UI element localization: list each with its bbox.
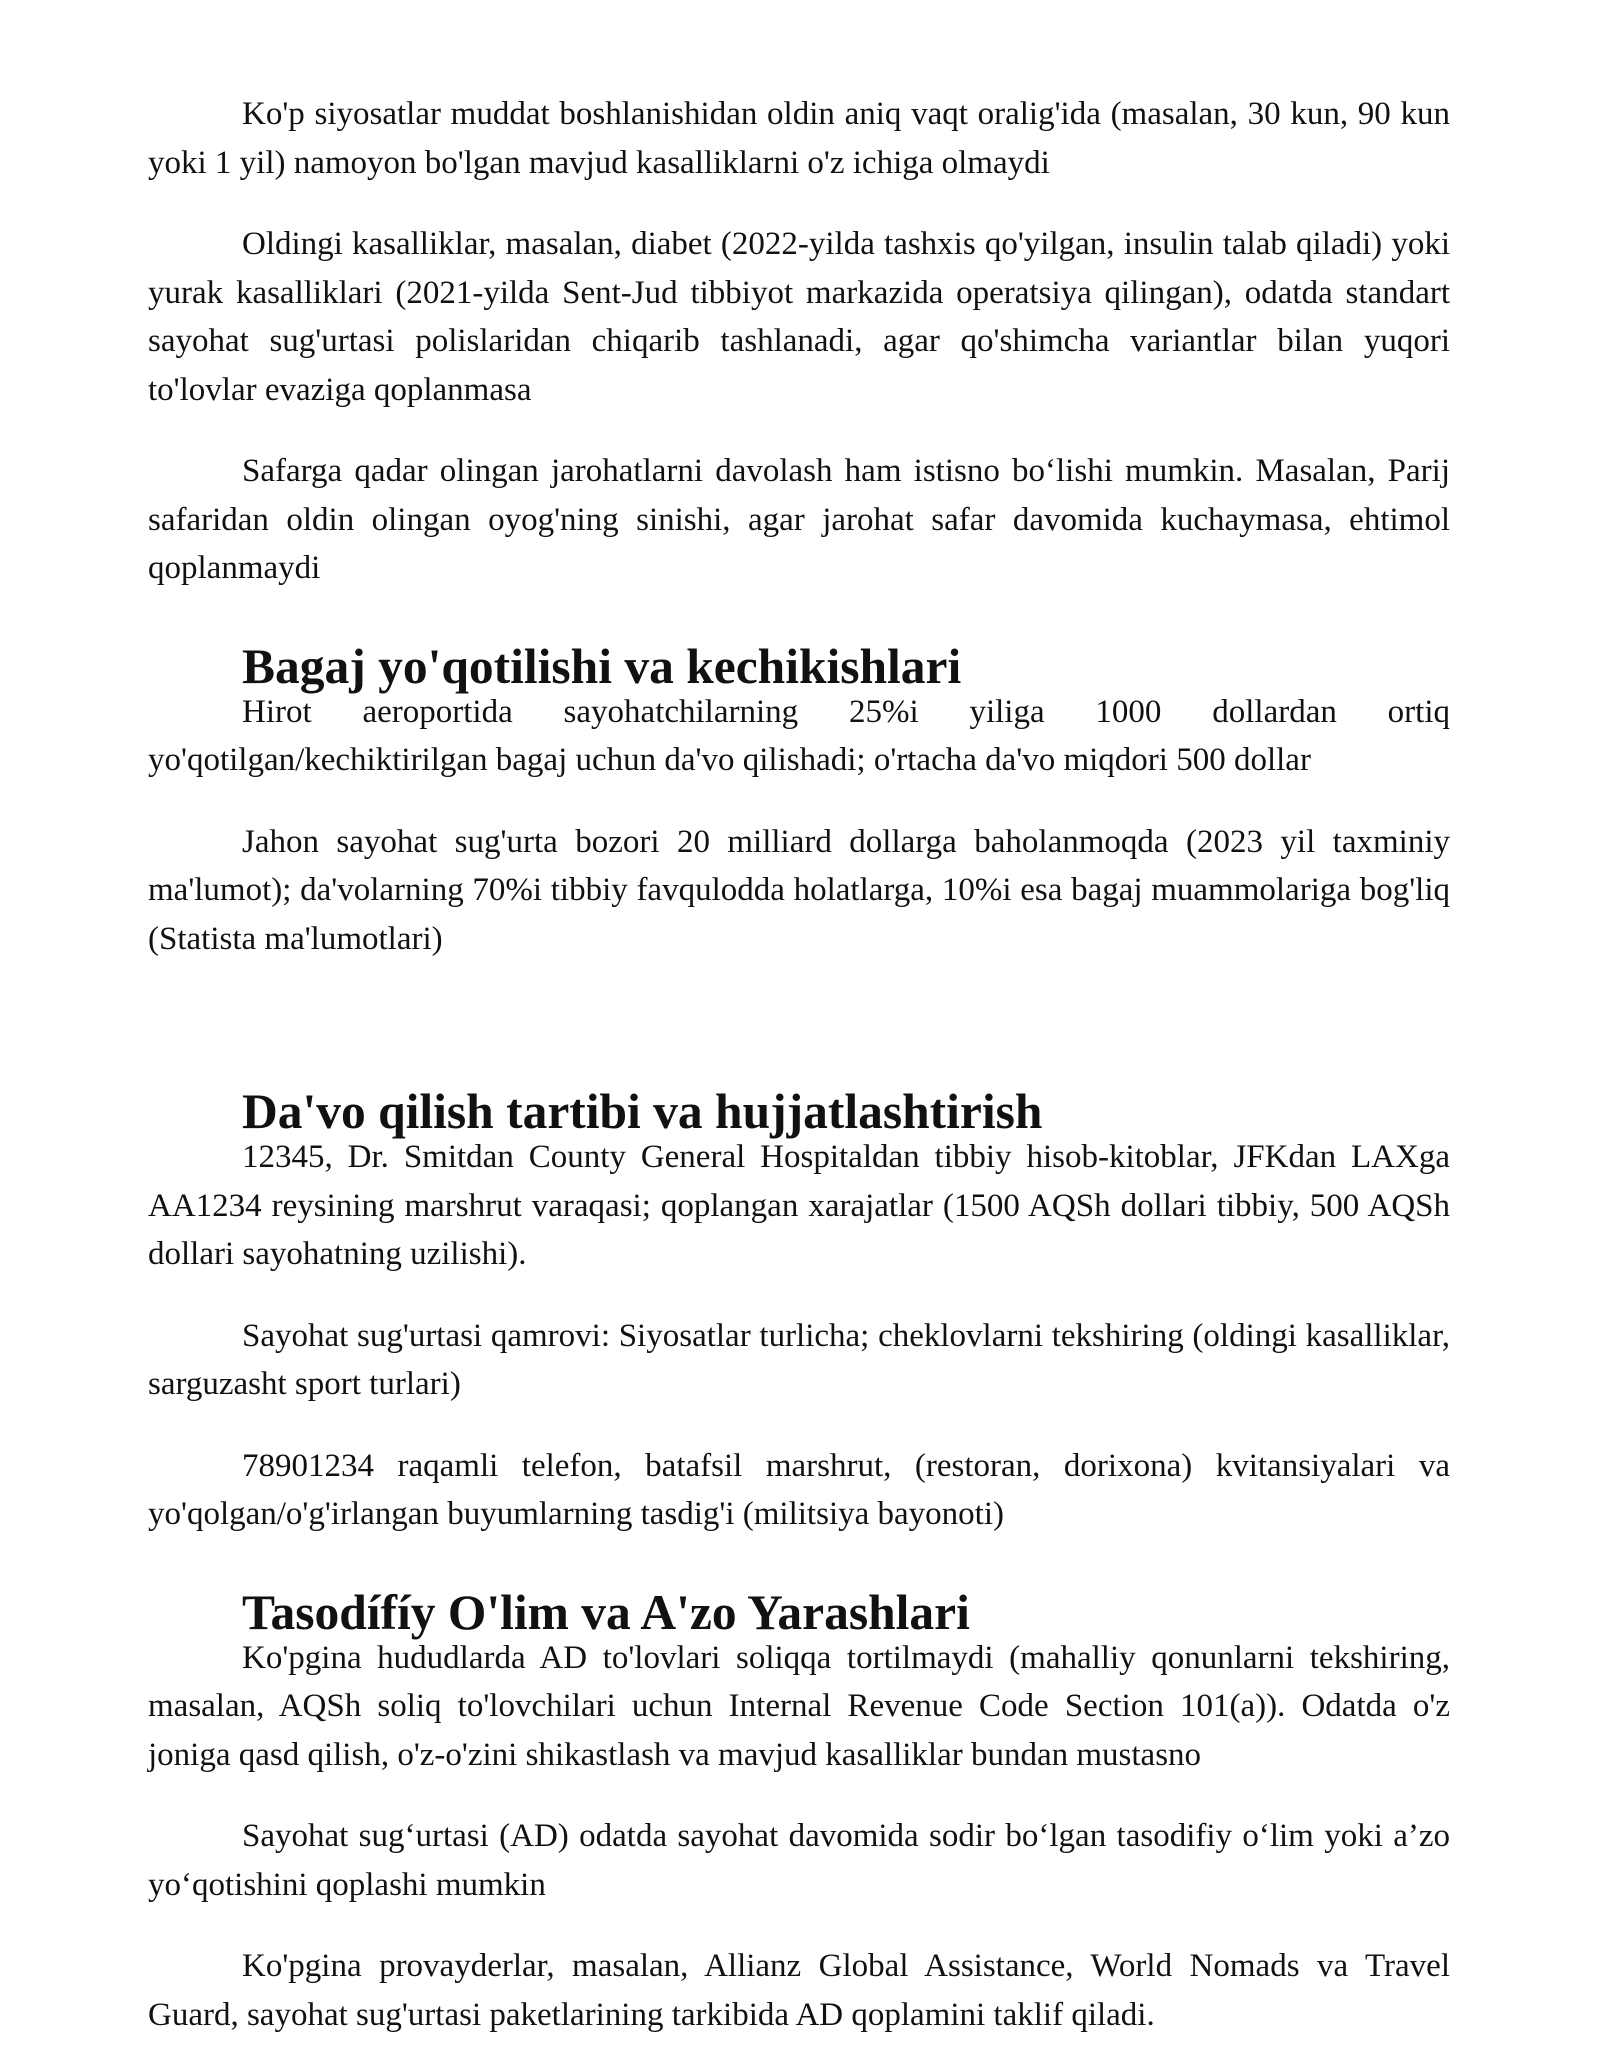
- paragraph-preexisting-exclusion: Ko'p siyosatlar muddat boshlanishidan oldin aniq vaqt oralig'ida (masalan, 30 kun, 90 kun yoki 1 yil) namoyon bo'lgan mavjud kasalliklarni o'z ichiga olmaydi: [148, 96, 1450, 181]
- paragraph-coverage-scope: Sayohat sug'urtasi qamrovi: Siyosatlar turlicha; cheklovlarni tekshiring (oldingi kasalliklar, sarguzasht sport turlari): [148, 1317, 1450, 1402]
- paragraph-pre-trip-injuries: Safarga qadar olingan jarohatlarni davolash ham istisno bo‘lishi mumkin. Masalan, Parij safaridan oldin olingan oyog'ning sinishi, agar jarohat safar davomida kuchaymasa, ehtimol qoplanmaydi: [148, 453, 1450, 586]
- paragraph-ad-coverage: Sayohat sug‘urtasi (AD) odatda sayohat davomida sodir bo‘lgan tasodifiy o‘lim yoki a’zo yo‘qotishini qoplashi mumkin: [148, 1818, 1450, 1903]
- paragraph-herat-airport-baggage: Hirot aeroportida sayohatchilarning 25%i yiliga 1000 dollardan ortiq yo'qotilgan/kechiktirilgan bagaj uchun da'vo qilishadi; o'rtacha da'vo miqdori 500 dollar: [148, 693, 1450, 778]
- paragraph-ad-providers: Ko'pgina provayderlar, masalan, Allianz Global Assistance, World Nomads va Travel Guard, sayohat sug'urtasi paketlarining tarkibida AD qoplamini taklif qiladi.: [148, 1948, 1450, 2033]
- heading-accidental-death: Tasodífíy O'lim va A'zo Yarashlari: [242, 1584, 970, 1640]
- paragraph-prior-illnesses: Oldingi kasalliklar, masalan, diabet (2022-yilda tashxis qo'yilgan, insulin talab qiladi) yoki yurak kasalliklari (2021-yilda Sent-Jud tibbiyot markazida operatsiya qilingan), odatda standart sayohat sug'urtasi polislaridan chiqarib tashlanadi, agar qo'shimcha variantlar bilan yuqori to'lovlar evaziga qoplanmasa: [148, 226, 1450, 408]
- document-page: [148, 90, 1450, 2072]
- paragraph-market-size: Jahon sayohat sug'urta bozori 20 milliard dollarga baholanmoqda (2023 yil taxminiy ma'lumot); da'volarning 70%i tibbiy favqulodda holatlarga, 10%i esa bagaj muammolariga bog'liq (Statista ma'lumotlari): [148, 823, 1450, 957]
- heading-baggage-loss: Bagaj yo'qotilishi va kechikishlari: [242, 638, 962, 694]
- paragraph-ad-tax: Ko'pgina hududlarda AD to'lovlari soliqqa tortilmaydi (mahalliy qonunlarni tekshiring, masalan, AQSh soliq to'lovchilari uchun Internal Revenue Code Section 101(a)). Odatda o'z joniga qasd qilish, o'z-o'zini shikastlash va mavjud kasalliklar bundan mustasno: [148, 1639, 1450, 1773]
- paragraph-medical-bills: 12345, Dr. Smitdan County General Hospitaldan tibbiy hisob-kitoblar, JFKdan LAXga AA1234 reysining marshrut varaqasi; qoplangan xarajatlar (1500 AQSh dollari tibbiy, 500 AQSh dollari sayohatning uzilishi).: [148, 1139, 1450, 1272]
- heading-claims-procedure: Da'vo qilish tartibi va hujjatlashtirish: [242, 1084, 1043, 1139]
- paragraph-documentation: 78901234 raqamli telefon, batafsil marshrut, (restoran, dorixona) kvitansiyalari va yo'qolgan/o'g'irlangan buyumlarning tasdig'i (militsiya bayonoti): [148, 1447, 1450, 1532]
